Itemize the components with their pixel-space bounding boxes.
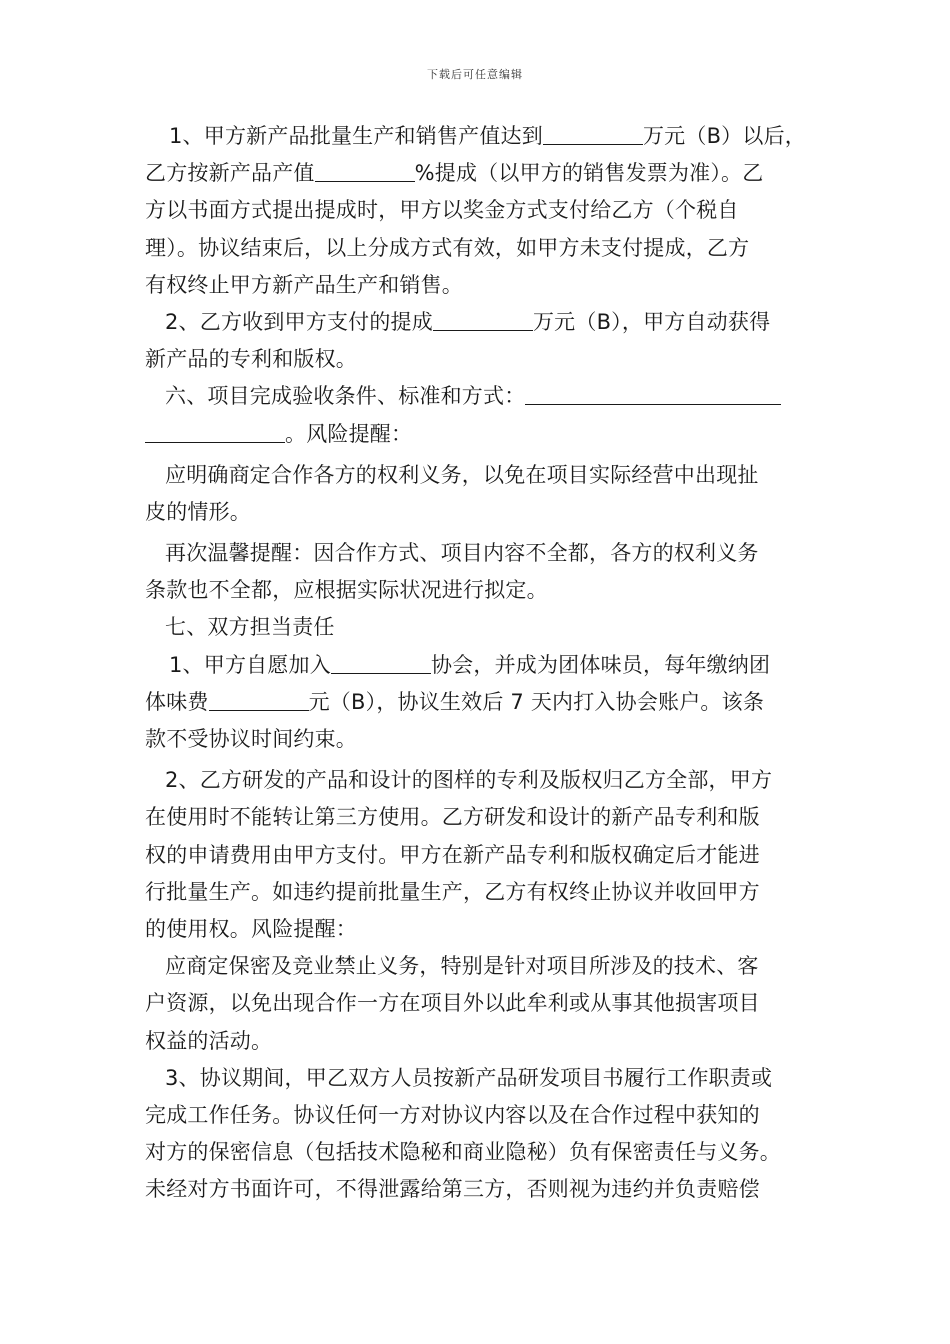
text-run: 。风险提醒： bbox=[285, 421, 413, 446]
text-run: 元（B），协议生效后 7 天内打入协会账户。该条 bbox=[308, 689, 765, 714]
paragraph-line bbox=[145, 416, 840, 453]
paragraph-line: 方以书面方式提出提成时，甲方以奖金方式支付给乙方（个税自 bbox=[145, 198, 739, 223]
paragraph-line: 权的申请费用由甲方支付。甲方在新产品专利和版权确定后才能进 bbox=[145, 842, 760, 867]
paragraph-line bbox=[145, 118, 840, 155]
risk-note-line: 应商定保密及竞业禁止义务，特别是针对项目所涉及的技术、客 bbox=[165, 954, 759, 979]
fill-in-blank[interactable] bbox=[331, 651, 431, 674]
paragraph-line: 理）。协议结束后，以上分成方式有效，如甲方未支付提成，乙方 bbox=[145, 235, 750, 260]
paragraph-line: 在使用时不能转让第三方使用。乙方研发和设计的新产品专利和版 bbox=[145, 805, 760, 830]
paragraph-line bbox=[145, 647, 840, 684]
text-run: 1、甲方自愿加入 bbox=[169, 652, 331, 677]
text-run: 万元（B）以后， bbox=[642, 124, 806, 148]
paragraph-line: 2、乙方研发的产品和设计的图样的专利及版权归乙方全部，甲方 bbox=[165, 768, 773, 793]
paragraph-line: 行批量生产。如违约提前批量生产，乙方有权终止协议并收回甲方 bbox=[145, 879, 760, 904]
text-run: 1、甲方新产品批量生产和销售产值达到 bbox=[169, 124, 543, 148]
text-run: 六、项目完成验收条件、标准和方式： bbox=[165, 384, 526, 409]
fill-in-blank[interactable] bbox=[433, 308, 533, 331]
paragraph-line bbox=[145, 155, 840, 192]
paragraph-line: 款不受协议时间约束。 bbox=[145, 727, 357, 751]
paragraph-line: 有权终止甲方新产品生产和销售。 bbox=[145, 272, 463, 297]
text-run: 乙方按新产品产值 bbox=[145, 161, 315, 186]
text-run: 体味费 bbox=[145, 689, 209, 714]
section-heading bbox=[145, 378, 840, 415]
paragraph-line: 的使用权。风险提醒： bbox=[145, 916, 357, 941]
fill-in-blank[interactable] bbox=[145, 420, 285, 443]
text-run: %提成（以甲方的销售发票为准）。乙 bbox=[414, 161, 764, 186]
page-header: 下载后可任意编辑 bbox=[427, 68, 523, 81]
reminder-line: 条款也不全都，应根据实际状况进行拟定。 bbox=[145, 578, 548, 603]
text-run: 2、乙方收到甲方支付的提成 bbox=[165, 309, 433, 334]
text-run: 协会，并成为团体味员，每年缴纳团 bbox=[430, 652, 771, 677]
reminder-line: 再次温馨提醒：因合作方式、项目内容不全都，各方的权利义务 bbox=[165, 541, 759, 566]
fill-in-blank[interactable] bbox=[209, 688, 309, 711]
document-body bbox=[145, 118, 840, 1208]
fill-in-blank[interactable] bbox=[525, 382, 781, 405]
paragraph-line bbox=[145, 304, 840, 341]
paragraph-line: 对方的保密信息（包括技术隐秘和商业隐秘）负有保密责任与义务。 bbox=[145, 1140, 781, 1165]
fill-in-blank[interactable] bbox=[543, 122, 643, 145]
risk-note-line: 应明确商定合作各方的权利义务，以免在项目实际经营中出现扯 bbox=[165, 462, 759, 487]
risk-note-line: 户资源，以免出现合作一方在项目外以此牟利或从事其他损害项目 bbox=[145, 991, 760, 1016]
risk-note-line: 权益的活动。 bbox=[145, 1028, 273, 1053]
paragraph-line: 3、协议期间，甲乙双方人员按新产品研发项目书履行工作职责或 bbox=[165, 1065, 773, 1090]
paragraph-line bbox=[145, 684, 840, 721]
risk-note-line: 皮的情形。 bbox=[145, 499, 251, 524]
paragraph-line: 新产品的专利和版权。 bbox=[145, 347, 357, 372]
paragraph-line: 未经对方书面许可，不得泄露给第三方，否则视为违约并负责赔偿 bbox=[145, 1177, 760, 1202]
section-heading: 七、双方担当责任 bbox=[165, 615, 335, 640]
text-run: 万元（B），甲方自动获得 bbox=[532, 309, 771, 334]
paragraph-line: 完成工作任务。协议任何一方对协议内容以及在合作过程中获知的 bbox=[145, 1102, 760, 1127]
fill-in-blank[interactable] bbox=[315, 159, 415, 182]
